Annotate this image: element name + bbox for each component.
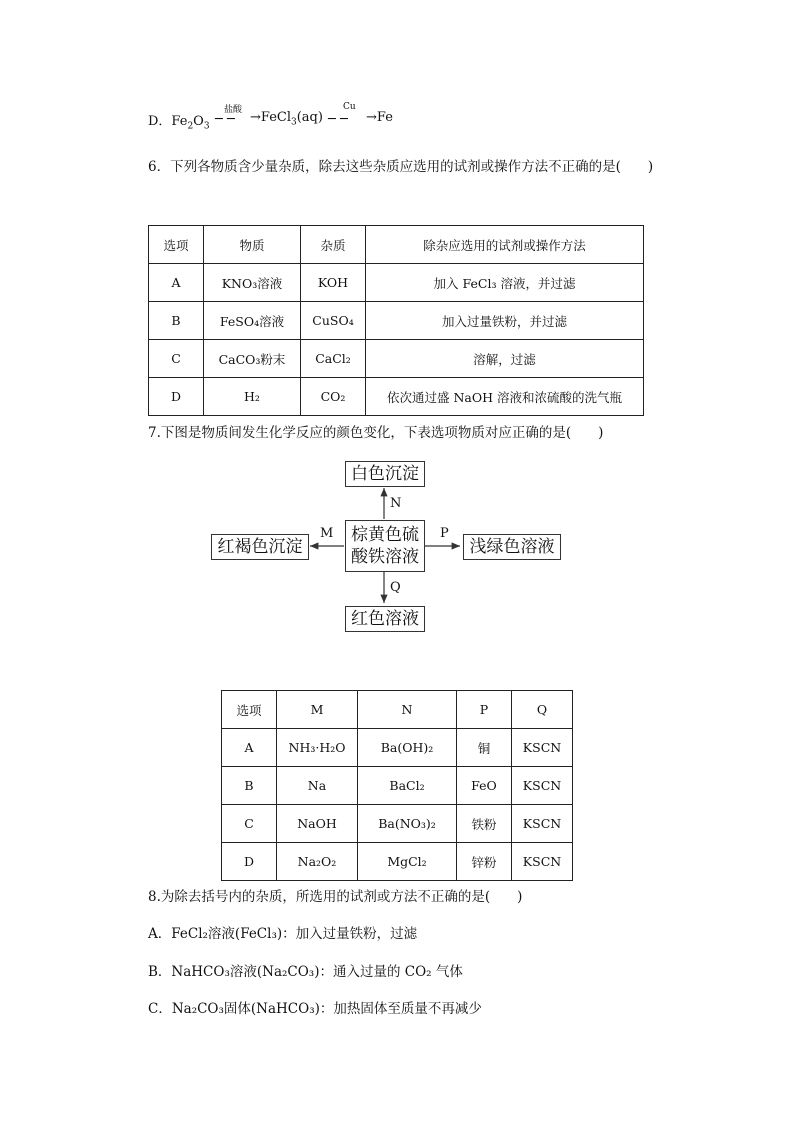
table-cell: FeSO₄溶液 bbox=[204, 302, 301, 340]
product-fecl3 bbox=[250, 110, 323, 128]
table-cell: NH₃·H₂O bbox=[277, 729, 358, 767]
subscript: 3 bbox=[203, 121, 210, 132]
table-cell: D bbox=[222, 843, 277, 881]
table-cell: CO₂ bbox=[301, 378, 366, 416]
table-cell: CaCl₂ bbox=[301, 340, 366, 378]
table-header: Q bbox=[512, 691, 573, 729]
subscript: 3 bbox=[291, 117, 297, 128]
label-q: Q bbox=[390, 580, 401, 595]
table-cell: MgCl₂ bbox=[358, 843, 457, 881]
formula-part: (aq) bbox=[296, 110, 323, 125]
table-cell: 铜 bbox=[457, 729, 512, 767]
table-cell: NaOH bbox=[277, 805, 358, 843]
table-row bbox=[222, 843, 573, 881]
table-row bbox=[149, 302, 644, 340]
question-6-table bbox=[148, 225, 644, 416]
table-cell: Na bbox=[277, 767, 358, 805]
table-header: 选项 bbox=[222, 691, 277, 729]
table-row bbox=[149, 340, 644, 378]
table-cell: Ba(OH)₂ bbox=[358, 729, 457, 767]
table-cell: B bbox=[222, 767, 277, 805]
label-p: P bbox=[440, 526, 449, 541]
table-cell: H₂ bbox=[204, 378, 301, 416]
table-cell: 铁粉 bbox=[457, 805, 512, 843]
option-d-line bbox=[148, 110, 210, 132]
table-cell: A bbox=[222, 729, 277, 767]
table-cell: Na₂O₂ bbox=[277, 843, 358, 881]
table-cell: KNO₃溶液 bbox=[204, 264, 301, 302]
table-row bbox=[222, 729, 573, 767]
table-cell: 加入 FeCl₃ 溶液，并过滤 bbox=[366, 264, 644, 302]
question-8-option-a: A．FeCl₂溶液(FeCl₃)：加入过量铁粉，过滤 bbox=[148, 926, 418, 942]
table-header: 物质 bbox=[204, 226, 301, 264]
arrow-dash-1: ─ ─ bbox=[215, 112, 235, 127]
left-box-red-brown-precipitate: 红褐色沉淀 bbox=[211, 534, 309, 560]
table-cell: KOH bbox=[301, 264, 366, 302]
table-cell: 溶解，过滤 bbox=[366, 340, 644, 378]
table-header: N bbox=[358, 691, 457, 729]
top-box-white-precipitate: 白色沉淀 bbox=[345, 461, 425, 487]
table-cell: D bbox=[149, 378, 204, 416]
table-cell: 锌粉 bbox=[457, 843, 512, 881]
right-box-light-green-solution: 浅绿色溶液 bbox=[463, 534, 561, 560]
table-cell: A bbox=[149, 264, 204, 302]
subscript: 2 bbox=[187, 121, 194, 132]
table-cell: BaCl₂ bbox=[358, 767, 457, 805]
label-n: N bbox=[390, 496, 402, 511]
table-row bbox=[222, 767, 573, 805]
table-row bbox=[149, 378, 644, 416]
table-header: M bbox=[277, 691, 358, 729]
table-cell: KSCN bbox=[512, 805, 573, 843]
center-line-1: 棕黄色硫 bbox=[351, 525, 419, 545]
table-row bbox=[149, 264, 644, 302]
question-8-option-b: B．NaHCO₃溶液(Na₂CO₃)：通入过量的 CO₂ 气体 bbox=[148, 964, 463, 980]
table-cell: KSCN bbox=[512, 729, 573, 767]
table-cell: 依次通过盛 NaOH 溶液和浓硫酸的洗气瓶 bbox=[366, 378, 644, 416]
table-cell: B bbox=[149, 302, 204, 340]
question-7-text: 7.下图是物质间发生化学反应的颜色变化，下表选项物质对应正确的是( ) bbox=[148, 425, 604, 441]
table-cell: C bbox=[222, 805, 277, 843]
table-cell: 加入过量铁粉，并过滤 bbox=[366, 302, 644, 340]
table-cell: C bbox=[149, 340, 204, 378]
label-m: M bbox=[320, 526, 334, 541]
center-box-ferric-sulfate bbox=[345, 520, 425, 572]
table-header: 杂质 bbox=[301, 226, 366, 264]
table-cell: CuSO₄ bbox=[301, 302, 366, 340]
table-header: 除杂应选用的试剂或操作方法 bbox=[366, 226, 644, 264]
formula-part: O bbox=[193, 114, 204, 129]
arrow-dash-2: ─ ─ bbox=[328, 112, 348, 127]
table-cell: KSCN bbox=[512, 843, 573, 881]
formula-part: →FeCl bbox=[250, 110, 291, 125]
question-6-text: 6．下列各物质含少量杂质，除去这些杂质应选用的试剂或操作方法不正确的是( ) bbox=[148, 159, 654, 175]
table-header: P bbox=[457, 691, 512, 729]
table-cell: CaCO₃粉末 bbox=[204, 340, 301, 378]
table-header: 选项 bbox=[149, 226, 204, 264]
question-7-table bbox=[221, 690, 573, 881]
question-8-text: 8.为除去括号内的杂质，所选用的试剂或方法不正确的是( ) bbox=[148, 889, 523, 905]
bottom-box-red-solution: 红色溶液 bbox=[345, 606, 425, 632]
product-fe: →Fe bbox=[366, 110, 393, 125]
center-line-2: 酸铁溶液 bbox=[351, 547, 419, 567]
question-8-option-c: C．Na₂CO₃固体(NaHCO₃)：加热固体至质量不再减少 bbox=[148, 1001, 482, 1017]
reagent-cu-label: Cu bbox=[343, 102, 356, 112]
table-row bbox=[222, 805, 573, 843]
table-cell: Ba(NO₃)₂ bbox=[358, 805, 457, 843]
reagent-hcl-label: 盐酸 bbox=[224, 105, 243, 115]
formula-fe2o3-part: D．Fe bbox=[148, 114, 188, 129]
table-cell: KSCN bbox=[512, 767, 573, 805]
table-cell: FeO bbox=[457, 767, 512, 805]
